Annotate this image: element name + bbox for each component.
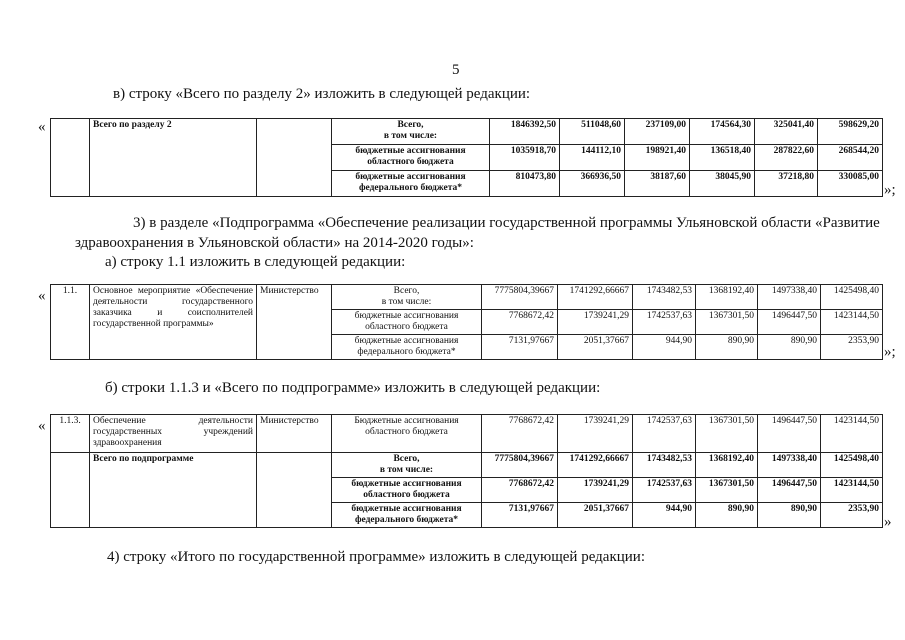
value-cell: 1367301,50 xyxy=(696,415,758,453)
value-cell: 198921,40 xyxy=(625,145,690,171)
value-cell: 1035918,70 xyxy=(490,145,560,171)
source-label: бюджетные ассигнования федерального бюджета* xyxy=(332,335,482,360)
row-name: Основное мероприятие «Обеспечение деятельности государственного заказчика и соисполнителей государственной программы» xyxy=(90,285,257,360)
table-row-1-1-3 xyxy=(50,414,883,528)
value-cell: 7768672,42 xyxy=(482,478,558,503)
value-cell: 2353,90 xyxy=(821,503,883,528)
value-cell: 890,90 xyxy=(696,503,758,528)
quote-close-2: »; xyxy=(884,344,896,360)
value-cell: 1367301,50 xyxy=(696,478,758,503)
value-cell: 1368192,40 xyxy=(696,285,758,310)
value-cell: 136518,40 xyxy=(690,145,755,171)
value-cell: 944,90 xyxy=(633,335,696,360)
source-label: Всего, в том числе: xyxy=(332,285,482,310)
value-cell: 890,90 xyxy=(758,503,821,528)
value-cell: 1742537,63 xyxy=(633,478,696,503)
para-b: б) строки 1.1.3 и «Всего по подпрограмме» изложить в следующей редакции: xyxy=(105,380,601,396)
value-cell: 1739241,29 xyxy=(558,415,633,453)
value-cell: 890,90 xyxy=(696,335,758,360)
para-4: 4) строку «Итого по государственной программе» изложить в следующей редакции: xyxy=(107,549,645,565)
value-cell: 287822,60 xyxy=(755,145,818,171)
value-cell: 1423144,50 xyxy=(821,310,883,335)
value-cell: 1743482,53 xyxy=(633,453,696,478)
value-cell: 1739241,29 xyxy=(558,478,633,503)
value-cell: 1739241,29 xyxy=(558,310,633,335)
value-cell: 1496447,50 xyxy=(758,310,821,335)
row-number: 1.1. xyxy=(51,285,90,360)
cell-executor xyxy=(257,119,332,197)
value-cell: 325041,40 xyxy=(755,119,818,145)
row-executor: Министерство xyxy=(257,285,332,360)
source-label: бюджетные ассигнования областного бюджета xyxy=(332,478,482,503)
value-cell: 890,90 xyxy=(758,335,821,360)
row-name: Всего по разделу 2 xyxy=(90,119,257,197)
value-cell: 1425498,40 xyxy=(821,453,883,478)
value-cell: 330085,00 xyxy=(818,171,883,197)
value-cell: 1496447,50 xyxy=(758,415,821,453)
table-row xyxy=(51,415,883,453)
value-cell: 2051,37667 xyxy=(558,503,633,528)
value-cell: 7775804,39667 xyxy=(482,285,558,310)
section-b-intro: в) строку «Всего по разделу 2» изложить в следующей редакции: xyxy=(113,86,531,102)
value-cell: 1846392,50 xyxy=(490,119,560,145)
value-cell: 1367301,50 xyxy=(696,310,758,335)
para-3-line-1: 3) в разделе «Подпрограмма «Обеспечение реализации государственной программы Ульяновской области «Развитие xyxy=(133,215,880,231)
cell-num xyxy=(51,119,90,197)
value-cell: 7775804,39667 xyxy=(482,453,558,478)
row-name: Обеспечение деятельности государственных учреждений здравоохранения xyxy=(90,415,257,453)
value-cell: 2353,90 xyxy=(821,335,883,360)
quote-close-3: » xyxy=(884,514,892,530)
value-cell: 1742537,63 xyxy=(633,310,696,335)
row-executor: Министерство xyxy=(257,415,332,453)
value-cell: 1423144,50 xyxy=(821,415,883,453)
value-cell: 37218,80 xyxy=(755,171,818,197)
value-cell: 598629,20 xyxy=(818,119,883,145)
value-cell: 268544,20 xyxy=(818,145,883,171)
cell-executor xyxy=(257,453,332,528)
source-label: Всего, в том числе: xyxy=(332,453,482,478)
quote-close-1: »; xyxy=(884,182,896,198)
value-cell: 38045,90 xyxy=(690,171,755,197)
value-cell: 7768672,42 xyxy=(482,415,558,453)
value-cell: 7768672,42 xyxy=(482,310,558,335)
page-number: 5 xyxy=(452,62,460,78)
value-cell: 1497338,40 xyxy=(758,453,821,478)
quote-open-1: « xyxy=(38,119,46,135)
value-cell: 1423144,50 xyxy=(821,478,883,503)
value-cell: 237109,00 xyxy=(625,119,690,145)
para-3-line-2: здравоохранения в Ульяновской области» на 2014-2020 годы»: xyxy=(75,235,474,251)
table-row xyxy=(51,285,883,310)
source-label: Бюджетные ассигнования областного бюджета xyxy=(332,415,482,453)
source-label: Всего, в том числе: xyxy=(332,119,490,145)
source-label: бюджетные ассигнования областного бюджета xyxy=(332,145,490,171)
value-cell: 1496447,50 xyxy=(758,478,821,503)
table-row xyxy=(51,119,883,145)
value-cell: 1743482,53 xyxy=(633,285,696,310)
value-cell: 1497338,40 xyxy=(758,285,821,310)
value-cell: 7131,97667 xyxy=(482,335,558,360)
total-name: Всего по подпрограмме xyxy=(90,453,257,528)
quote-open-3: « xyxy=(38,418,46,434)
value-cell: 511048,60 xyxy=(560,119,625,145)
value-cell: 1742537,63 xyxy=(633,415,696,453)
value-cell: 1425498,40 xyxy=(821,285,883,310)
value-cell: 144112,10 xyxy=(560,145,625,171)
value-cell: 174564,30 xyxy=(690,119,755,145)
value-cell: 944,90 xyxy=(633,503,696,528)
cell-num xyxy=(51,453,90,528)
value-cell: 38187,60 xyxy=(625,171,690,197)
quote-open-2: « xyxy=(38,288,46,304)
value-cell: 2051,37667 xyxy=(558,335,633,360)
value-cell: 1368192,40 xyxy=(696,453,758,478)
value-cell: 366936,50 xyxy=(560,171,625,197)
value-cell: 810473,80 xyxy=(490,171,560,197)
para-a: а) строку 1.1 изложить в следующей редакции: xyxy=(105,254,406,270)
source-label: бюджетные ассигнования областного бюджета xyxy=(332,310,482,335)
table-row-1-1 xyxy=(50,284,883,360)
source-label: бюджетные ассигнования федерального бюджета* xyxy=(332,171,490,197)
value-cell: 1741292,66667 xyxy=(558,453,633,478)
value-cell: 7131,97667 xyxy=(482,503,558,528)
source-label: бюджетные ассигнования федерального бюджета* xyxy=(332,503,482,528)
table-section-total xyxy=(50,118,883,197)
row-number: 1.1.3. xyxy=(51,415,90,453)
table-row xyxy=(51,453,883,478)
value-cell: 1741292,66667 xyxy=(558,285,633,310)
